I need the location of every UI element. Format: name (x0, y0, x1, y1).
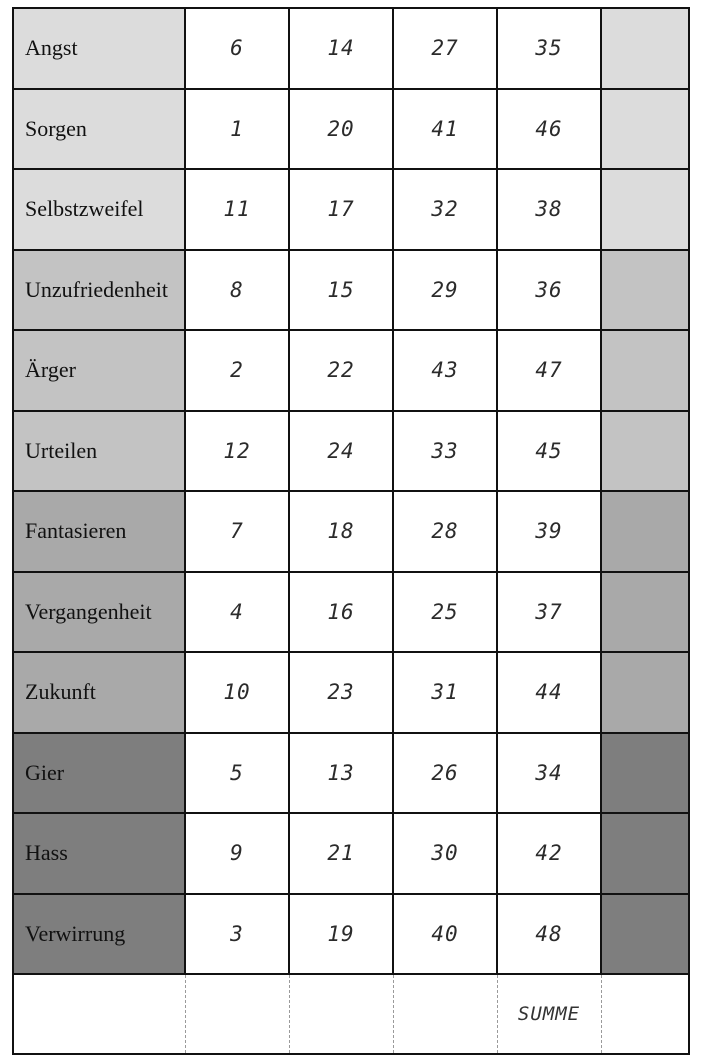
table-row-selbstzweifel (13, 169, 689, 250)
item-number-cell: 32 (393, 169, 497, 250)
item-number-cell: 6 (185, 8, 289, 89)
row-total-cell[interactable] (601, 250, 689, 331)
item-number-cell: 34 (497, 733, 601, 814)
item-number-cell: 24 (289, 411, 393, 492)
item-number-cell: 15 (289, 250, 393, 331)
row-total-cell[interactable] (601, 652, 689, 733)
scoring-table (12, 7, 690, 1055)
row-label: Ärger (13, 330, 185, 411)
row-label: Vergangenheit (13, 572, 185, 653)
row-label: Gier (13, 733, 185, 814)
item-number-cell: 23 (289, 652, 393, 733)
sum-row-empty-cell (185, 974, 289, 1054)
table-row-angst (13, 8, 689, 89)
row-total-cell[interactable] (601, 572, 689, 653)
table-row-gier (13, 733, 689, 814)
row-total-cell[interactable] (601, 491, 689, 572)
item-number-cell: 26 (393, 733, 497, 814)
row-total-cell[interactable] (601, 8, 689, 89)
item-number-cell: 43 (393, 330, 497, 411)
item-number-cell: 21 (289, 813, 393, 894)
sum-row-empty-cell (13, 974, 185, 1054)
table-row-unzufriedenheit (13, 250, 689, 331)
row-label: Urteilen (13, 411, 185, 492)
item-number-cell: 28 (393, 491, 497, 572)
row-label: Unzufriedenheit (13, 250, 185, 331)
item-number-cell: 7 (185, 491, 289, 572)
table-row-sorgen (13, 89, 689, 170)
item-number-cell: 35 (497, 8, 601, 89)
item-number-cell: 45 (497, 411, 601, 492)
item-number-cell: 39 (497, 491, 601, 572)
row-total-cell[interactable] (601, 89, 689, 170)
item-number-cell: 38 (497, 169, 601, 250)
item-number-cell: 17 (289, 169, 393, 250)
grand-total-cell[interactable] (601, 974, 689, 1054)
item-number-cell: 1 (185, 89, 289, 170)
item-number-cell: 9 (185, 813, 289, 894)
item-number-cell: 11 (185, 169, 289, 250)
item-number-cell: 42 (497, 813, 601, 894)
item-number-cell: 44 (497, 652, 601, 733)
table-row-aerger (13, 330, 689, 411)
item-number-cell: 18 (289, 491, 393, 572)
row-label: Fantasieren (13, 491, 185, 572)
item-number-cell: 13 (289, 733, 393, 814)
item-number-cell: 22 (289, 330, 393, 411)
item-number-cell: 29 (393, 250, 497, 331)
table-row-zukunft (13, 652, 689, 733)
row-total-cell[interactable] (601, 411, 689, 492)
row-total-cell[interactable] (601, 813, 689, 894)
item-number-cell: 37 (497, 572, 601, 653)
item-number-cell: 5 (185, 733, 289, 814)
row-total-cell[interactable] (601, 169, 689, 250)
item-number-cell: 27 (393, 8, 497, 89)
sum-row-empty-cell (393, 974, 497, 1054)
item-number-cell: 8 (185, 250, 289, 331)
row-label: Angst (13, 8, 185, 89)
table-row-fantasieren (13, 491, 689, 572)
row-total-cell[interactable] (601, 733, 689, 814)
item-number-cell: 33 (393, 411, 497, 492)
item-number-cell: 25 (393, 572, 497, 653)
sum-row-empty-cell (289, 974, 393, 1054)
item-number-cell: 12 (185, 411, 289, 492)
item-number-cell: 14 (289, 8, 393, 89)
item-number-cell: 30 (393, 813, 497, 894)
item-number-cell: 10 (185, 652, 289, 733)
item-number-cell: 47 (497, 330, 601, 411)
item-number-cell: 48 (497, 894, 601, 975)
item-number-cell: 16 (289, 572, 393, 653)
item-number-cell: 41 (393, 89, 497, 170)
table-row-urteilen (13, 411, 689, 492)
table-row-vergangenheit (13, 572, 689, 653)
item-number-cell: 36 (497, 250, 601, 331)
row-label: Hass (13, 813, 185, 894)
item-number-cell: 3 (185, 894, 289, 975)
row-label: Zukunft (13, 652, 185, 733)
row-label: Verwirrung (13, 894, 185, 975)
row-total-cell[interactable] (601, 894, 689, 975)
item-number-cell: 31 (393, 652, 497, 733)
row-total-cell[interactable] (601, 330, 689, 411)
sum-label: SUMME (497, 974, 601, 1054)
item-number-cell: 2 (185, 330, 289, 411)
item-number-cell: 19 (289, 894, 393, 975)
sum-row (13, 974, 689, 1054)
item-number-cell: 40 (393, 894, 497, 975)
row-label: Selbstzweifel (13, 169, 185, 250)
item-number-cell: 20 (289, 89, 393, 170)
row-label: Sorgen (13, 89, 185, 170)
item-number-cell: 4 (185, 572, 289, 653)
table-body (13, 8, 689, 1054)
item-number-cell: 46 (497, 89, 601, 170)
table-row-verwirrung (13, 894, 689, 975)
table-row-hass (13, 813, 689, 894)
